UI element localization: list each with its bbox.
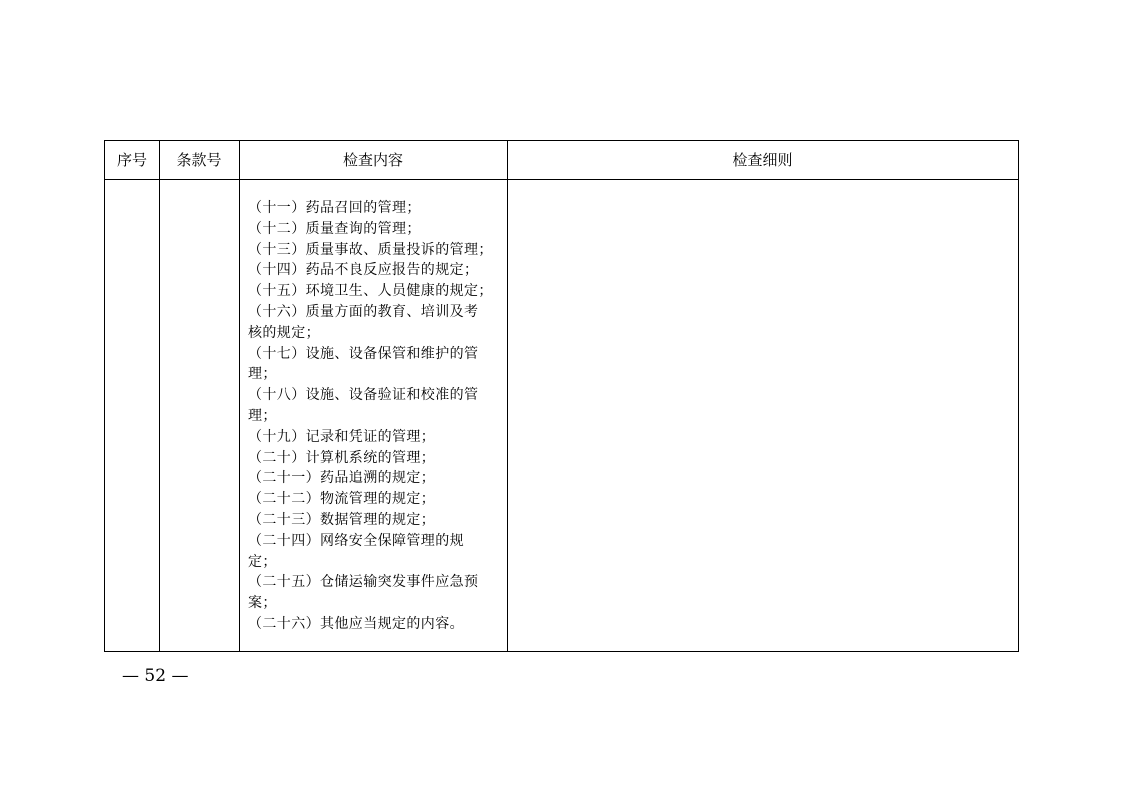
content-line: （二十六）其他应当规定的内容。 <box>248 615 464 632</box>
content-line: 案； <box>248 595 277 612</box>
content-line: 理； <box>248 366 277 383</box>
header-seq: 序号 <box>116 151 147 169</box>
content-line: 核的规定； <box>248 324 320 341</box>
content-line: （十七）设施、设备保管和维护的管 <box>248 345 479 362</box>
content-line: （十五）环境卫生、人员健康的规定； <box>248 283 493 300</box>
content-line: （二十二）物流管理的规定； <box>248 491 436 508</box>
content-line: （二十五）仓储运输突发事件应急预 <box>248 574 479 591</box>
content-line: 理； <box>248 407 277 424</box>
header-clause: 条款号 <box>176 151 222 169</box>
page-number: — 52 — <box>122 666 189 686</box>
inspection-table <box>104 140 1019 652</box>
content-line: （十一）药品召回的管理； <box>248 200 421 216</box>
content-line: （十二）质量查询的管理； <box>248 220 421 237</box>
content-line: （十四）药品不良反应报告的规定； <box>248 262 479 279</box>
content-line: （二十三）数据管理的规定； <box>248 511 436 528</box>
content-line: （十三）质量事故、质量投诉的管理； <box>248 241 493 258</box>
inspection-content-cell <box>248 198 503 635</box>
header-details: 检查细则 <box>732 151 793 169</box>
content-line: （十八）设施、设备验证和校准的管 <box>248 387 479 404</box>
content-line: （二十四）网络安全保障管理的规 <box>248 532 464 549</box>
header-content: 检查内容 <box>342 151 403 169</box>
column-divider <box>239 141 240 651</box>
content-line: （十六）质量方面的教育、培训及考 <box>248 303 479 320</box>
content-line: 定； <box>248 553 277 570</box>
column-divider <box>159 141 160 651</box>
content-line: （十九）记录和凭证的管理； <box>248 428 436 445</box>
content-line: （二十一）药品追溯的规定； <box>248 470 436 487</box>
header-divider <box>105 179 1018 180</box>
column-divider <box>507 141 508 651</box>
content-line: （二十）计算机系统的管理； <box>248 449 436 466</box>
